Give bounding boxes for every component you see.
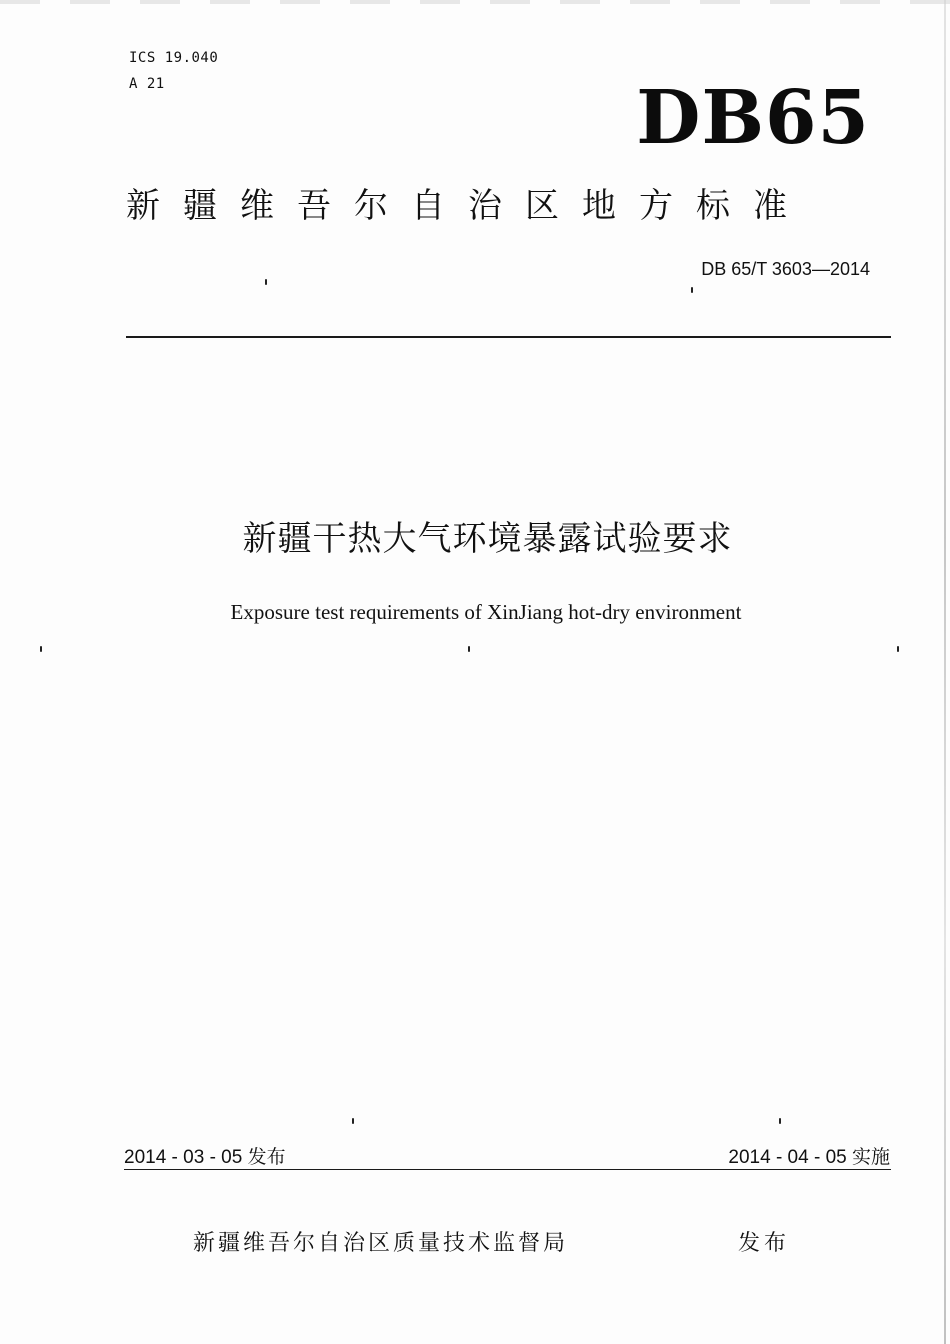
publish-label: 发布 <box>738 1231 791 1256</box>
english-title: Exposure test requirements of XinJiang hot-dry environment <box>230 600 742 624</box>
standard-number: DB 65/T 3603—2014 <box>701 259 870 279</box>
scan-speck <box>691 287 693 293</box>
issue-date: 2014 - 03 - 05 发布 <box>124 1147 286 1168</box>
scan-edge-right <box>944 0 946 1344</box>
implementation-date: 2014 - 04 - 05 实施 <box>728 1147 890 1168</box>
scan-speck <box>897 646 899 652</box>
header-divider <box>126 336 891 338</box>
classification-codes <box>129 45 218 97</box>
chinese-title: 新疆干热大气环境暴露试验要求 <box>242 519 733 559</box>
ics-code: ICS 19.040 <box>129 50 219 66</box>
scan-speck <box>352 1118 354 1124</box>
scan-edge-top <box>0 0 950 4</box>
publisher-name: 新疆维吾尔自治区质量技术监督局 <box>193 1231 569 1256</box>
scan-speck <box>779 1118 781 1124</box>
db65-logo: DB65 <box>636 75 870 161</box>
scan-speck <box>265 279 267 285</box>
footer-divider <box>124 1169 891 1170</box>
scan-speck <box>40 646 42 652</box>
scan-speck <box>468 646 470 652</box>
standard-category-title: 新疆维吾尔自治区地方标准 <box>126 186 810 226</box>
ccs-code: A 21 <box>129 76 165 92</box>
